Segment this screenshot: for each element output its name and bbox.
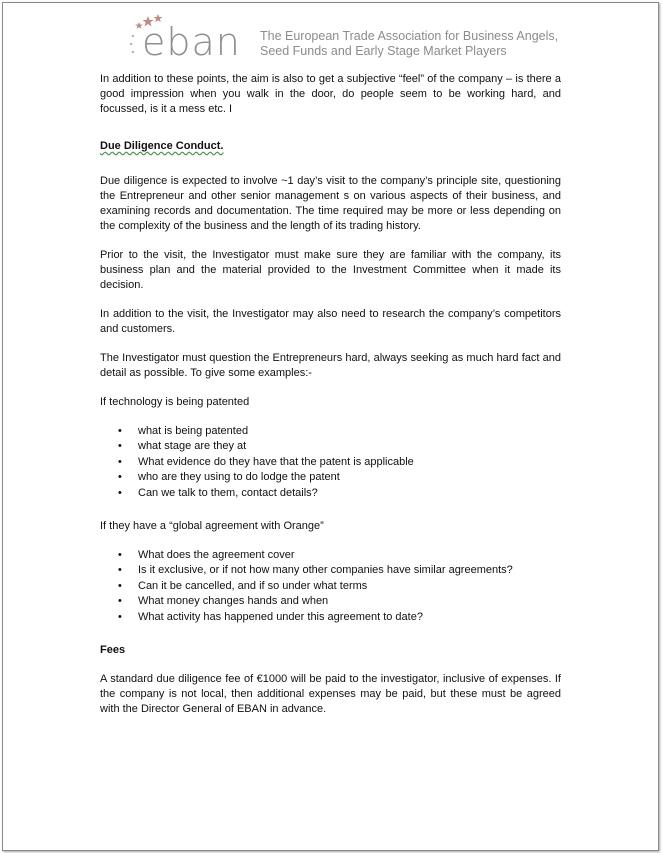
logo-wordmark: eban [142, 20, 241, 64]
tagline-line-1: The European Trade Association for Business Angels, [260, 29, 559, 43]
dd-paragraph-3: In addition to the visit, the Investigator may also need to research the company’s competitors and customers. [100, 308, 561, 335]
list-item: • who are they using to do lodge the patent [100, 470, 561, 485]
due-diligence-heading-text: Due Diligence Conduct. [100, 140, 224, 152]
list-item: • Is it exclusive, or if not how many other companies have similar agreements? [100, 563, 561, 578]
list-item: • what stage are they at [100, 439, 561, 454]
dd-paragraph-2: Prior to the visit, the Investigator must make sure they are familiar with the company, its business plan and the material provided to the Investment Committee when it made its decision. [100, 249, 561, 291]
intro-paragraph: In addition to these points, the aim is also to get a subjective “feel” of the company – is there a good impression when you walk in the door, do people seem to be working hard, and focussed, is it a mess etc. I [100, 73, 561, 115]
global-list [100, 548, 561, 625]
list-item: • What does the agreement cover [100, 548, 561, 563]
letterhead [128, 14, 568, 64]
global-intro: If they have a “global agreement with Orange” [100, 520, 324, 533]
list-item: • what is being patented [100, 424, 561, 439]
tagline [260, 29, 558, 59]
dd-paragraph-4: The Investigator must question the Entrepreneurs hard, always seeking as much hard fact and detail as possible. To give some examples:- [100, 352, 561, 379]
list-item: • What evidence do they have that the patent is applicable [100, 455, 561, 470]
due-diligence-heading [100, 139, 561, 154]
fees-heading: Fees [100, 644, 126, 657]
document-body [100, 72, 561, 731]
dd-paragraph-1: Due diligence is expected to involve ~1 day’s visit to the company’s principle site, questioning the Entrepreneur and other senior management s on various aspects of their business, and examining records and documentation. The time required may be more or less depending on the complexity of the business and the length of its trading history. [100, 175, 561, 232]
list-item: • Can we talk to them, contact details? [100, 486, 561, 501]
tech-list [100, 424, 561, 501]
fees-paragraph: A standard due diligence fee of €1000 will be paid to the investigator, inclusive of expenses. If the company is not local, then additional expenses may be paid, but these must be agreed with the Director General of EBAN in advance. [100, 673, 561, 716]
list-item: • What money changes hands and when [100, 594, 561, 609]
list-item: • What activity has happened under this agreement to date? [100, 610, 561, 625]
tagline-line-2: Seed Funds and Early Stage Market Players [260, 44, 507, 58]
tech-intro: If technology is being patented [100, 396, 250, 408]
list-item: • Can it be cancelled, and if so under what terms [100, 579, 561, 594]
